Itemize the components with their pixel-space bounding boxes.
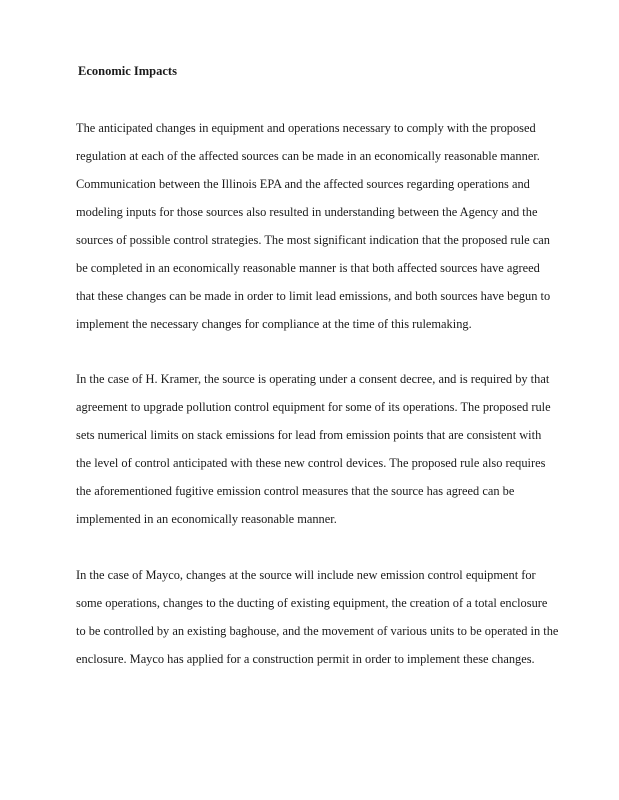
paragraph-line: regulation at each of the affected sources can be made in an economically reasonable manner. — [76, 149, 540, 163]
section-heading: Economic Impacts — [78, 64, 177, 78]
paragraph-line: modeling inputs for those sources also resulted in understanding between the Agency and the — [76, 205, 538, 219]
paragraph-line: implemented in an economically reasonable manner. — [76, 512, 337, 526]
paragraph-line: The anticipated changes in equipment and operations necessary to comply with the proposed — [76, 121, 536, 135]
paragraph-line: sets numerical limits on stack emissions for lead from emission points that are consistent with — [76, 428, 542, 442]
paragraph-line: the aforementioned fugitive emission control measures that the source has agreed can be — [76, 484, 515, 498]
paragraph-line: that these changes can be made in order to limit lead emissions, and both sources have begun to — [76, 289, 551, 303]
paragraph-line: sources of possible control strategies. The most significant indication that the proposed rule can — [76, 233, 550, 247]
paragraph-line: implement the necessary changes for compliance at the time of this rulemaking. — [76, 317, 472, 331]
paragraph-line: enclosure. Mayco has applied for a construction permit in order to implement these changes. — [76, 652, 535, 666]
paragraph-line: Communication between the Illinois EPA and the affected sources regarding operations and — [76, 177, 530, 191]
paragraph-economic-overview — [76, 114, 556, 338]
paragraph-line: agreement to upgrade pollution control equipment for some of its operations. The proposed rule — [76, 400, 551, 414]
paragraph-h-kramer — [76, 365, 556, 533]
paragraph-line: to be controlled by an existing baghouse, and the movement of various units to be operated in the — [76, 624, 559, 638]
paragraph-line: In the case of H. Kramer, the source is operating under a consent decree, and is required by that — [76, 372, 550, 386]
paragraph-line: some operations, changes to the ducting of existing equipment, the creation of a total enclosure — [76, 596, 548, 610]
paragraph-line: In the case of Mayco, changes at the source will include new emission control equipment for — [76, 568, 536, 582]
paragraph-line: be completed in an economically reasonable manner is that both affected sources have agreed — [76, 261, 540, 275]
paragraph-line: the level of control anticipated with these new control devices. The proposed rule also requires — [76, 456, 546, 470]
paragraph-mayco — [76, 561, 559, 673]
